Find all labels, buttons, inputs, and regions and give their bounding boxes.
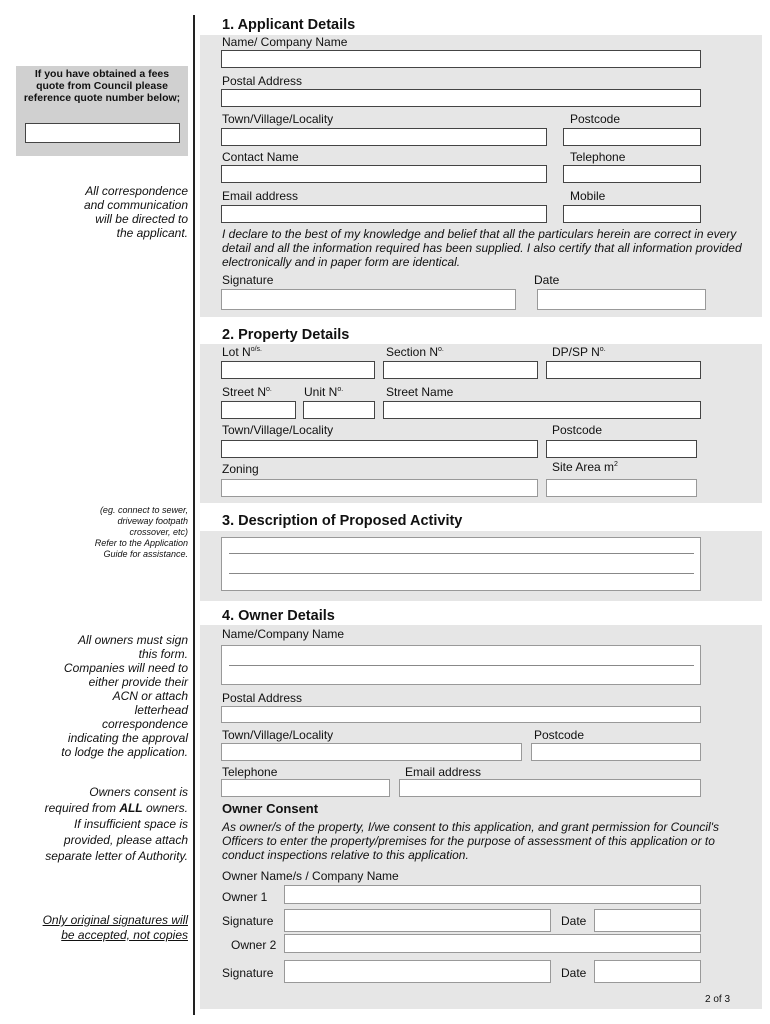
owner1-signature-label: Signature: [222, 914, 274, 928]
owner-postcode-label: Postcode: [534, 728, 585, 742]
applicant-postal-input[interactable]: [221, 89, 701, 107]
owner-email-label: Email address: [405, 765, 482, 779]
owner2-signature-label: Signature: [222, 966, 274, 980]
owner-email-input[interactable]: [399, 779, 701, 797]
owner2-label: Owner 2: [231, 938, 277, 952]
lot-label: Lot $N^{o/s.}$: [222, 345, 262, 359]
section-input[interactable]: [383, 361, 538, 379]
owner-postcode-input[interactable]: [531, 743, 701, 761]
applicant-heading: 1. Applicant Details: [222, 17, 356, 33]
owner-names-label: Owner Name/s / Company Name: [222, 869, 399, 883]
applicant-signature-label: Signature: [222, 273, 274, 287]
applicant-contact-label: Contact Name: [222, 150, 299, 164]
activity-line-2: [229, 573, 694, 574]
activity-line-1: [229, 553, 694, 554]
unit-no-label: Unit $N^{o.}$: [304, 385, 344, 399]
applicant-email-label: Email address: [222, 189, 299, 203]
applicant-date-input[interactable]: [537, 289, 706, 310]
owner1-date-label: Date: [561, 914, 587, 928]
activity-note: (eg. connect to sewer, driveway footpath crossover, etc) Refer to the Application Guide for assistance.: [94, 505, 188, 559]
applicant-mobile-label: Mobile: [570, 189, 606, 203]
owner1-label: Owner 1: [222, 890, 268, 904]
owner1-signature-input[interactable]: [284, 909, 551, 932]
owner-consent-heading: Owner Consent: [222, 801, 319, 816]
street-name-label: Street Name: [386, 385, 454, 399]
applicant-name-label: Name/ Company Name: [222, 35, 348, 49]
zoning-input[interactable]: [221, 479, 538, 497]
applicant-town-input[interactable]: [221, 128, 547, 146]
lot-input[interactable]: [221, 361, 375, 379]
owner-postal-label: Postal Address: [222, 691, 303, 705]
applicant-mobile-input[interactable]: [563, 205, 701, 223]
unit-no-input[interactable]: [303, 401, 375, 419]
owner1-input[interactable]: [284, 885, 701, 904]
activity-textarea[interactable]: [221, 537, 701, 591]
owner-telephone-input[interactable]: [221, 779, 390, 797]
property-town-input[interactable]: [221, 440, 538, 458]
owner-telephone-label: Telephone: [222, 765, 278, 779]
owner-postal-input[interactable]: [221, 706, 701, 723]
owner-name-line: [229, 665, 694, 666]
dpsp-input[interactable]: [546, 361, 701, 379]
consent-note: Owners consent is required from ALL owners. If insufficient space is provided, please attach separate letter of Authority.: [44, 785, 188, 863]
applicant-declaration: I declare to the best of my knowledge and belief that all the particulars herein are correct in every detail and all the information required has been supplied. I also certify that all information provided electronically and in paper form are identical.: [222, 227, 742, 269]
owner-name-label: Name/Company Name: [222, 627, 345, 641]
applicant-postal-label: Postal Address: [222, 74, 303, 88]
correspondence-note: All correspondence and communication will be directed to the applicant.: [83, 184, 188, 240]
applicant-postcode-label: Postcode: [570, 112, 621, 126]
page-number: 2 of 3: [705, 994, 731, 1005]
divider-line: [193, 15, 195, 1015]
applicant-email-input[interactable]: [221, 205, 547, 223]
owner-consent-text: As owner/s of the property, I/we consent to this application, and grant permission for Council's Officers to enter the property/premises for the purpose of assessment of this application or to conduct inspections relative to this application.: [222, 820, 719, 862]
zoning-label: Zoning: [222, 462, 259, 476]
quote-number-input[interactable]: [25, 123, 180, 143]
owner-town-input[interactable]: [221, 743, 522, 761]
dpsp-label: DP/SP $N^{o.}$: [552, 345, 606, 359]
quote-box-text: If you have obtained a fees quote from Council please reference quote number below;: [23, 68, 181, 104]
owner2-input[interactable]: [284, 934, 701, 953]
applicant-name-input[interactable]: [221, 50, 701, 68]
property-town-label: Town/Village/Locality: [222, 423, 334, 437]
applicant-postcode-input[interactable]: [563, 128, 701, 146]
site-area-input[interactable]: [546, 479, 697, 497]
owner2-date-input[interactable]: [594, 960, 701, 983]
street-name-input[interactable]: [383, 401, 701, 419]
owner1-date-input[interactable]: [594, 909, 701, 932]
signatures-note: Only original signatures will be accepted, not copies: [42, 913, 188, 942]
applicant-town-label: Town/Village/Locality: [222, 112, 334, 126]
owners-note: All owners must sign this form. Companies will need to either provide their ACN or attach letterhead correspondence indicating the approval to lodge the application.: [61, 633, 188, 759]
applicant-contact-input[interactable]: [221, 165, 547, 183]
activity-heading: 3. Description of Proposed Activity: [222, 513, 463, 529]
property-postcode-input[interactable]: [546, 440, 697, 458]
applicant-signature-input[interactable]: [221, 289, 516, 310]
owner2-date-label: Date: [561, 966, 587, 980]
section-label: Section $N^{o.}$: [386, 345, 444, 359]
property-heading: 2. Property Details: [222, 327, 350, 343]
owner2-signature-input[interactable]: [284, 960, 551, 983]
street-no-input[interactable]: [221, 401, 296, 419]
applicant-telephone-label: Telephone: [570, 150, 626, 164]
street-no-label: Street $N^{o.}$: [222, 385, 272, 399]
applicant-telephone-input[interactable]: [563, 165, 701, 183]
property-postcode-label: Postcode: [552, 423, 603, 437]
owner-heading: 4. Owner Details: [222, 608, 335, 624]
site-area-label: Site Area $m^2$: [552, 460, 618, 474]
applicant-date-label: Date: [534, 273, 560, 287]
owner-town-label: Town/Village/Locality: [222, 728, 334, 742]
